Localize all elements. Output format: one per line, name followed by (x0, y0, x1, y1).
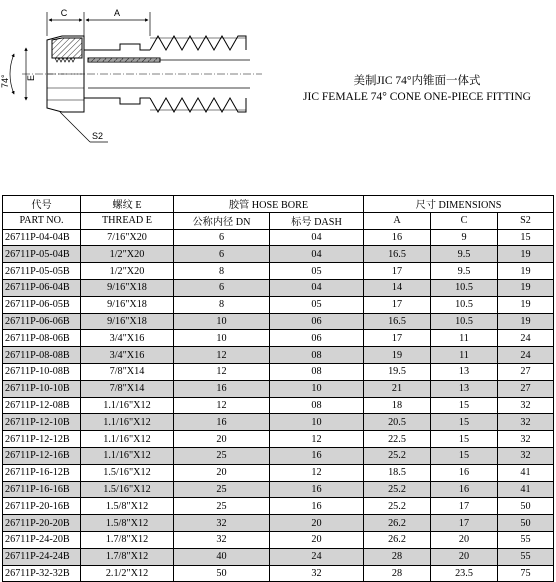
cell-c: 13 (431, 380, 498, 397)
cell-part: 26711P-06-06B (3, 313, 81, 330)
cell-a: 25.2 (364, 498, 431, 515)
cell-c: 10.5 (431, 279, 498, 296)
cell-a: 18.5 (364, 464, 431, 481)
cell-a: 20.5 (364, 414, 431, 431)
cell-thread: 3/4"X16 (81, 330, 174, 347)
cell-dash: 06 (270, 313, 364, 330)
cell-part: 26711P-24-24B (3, 548, 81, 565)
table-row (3, 464, 554, 481)
cell-s2: 32 (498, 414, 554, 431)
dim-s2-label: S2 (92, 131, 104, 141)
cell-dash: 20 (270, 515, 364, 532)
cell-dash: 16 (270, 481, 364, 498)
table-row (3, 347, 554, 364)
cell-a: 26.2 (364, 531, 431, 548)
table-row (3, 565, 554, 582)
cell-dn: 12 (174, 347, 270, 364)
cell-c: 20 (431, 548, 498, 565)
title-english: JIC FEMALE 74° CONE ONE-PIECE FITTING (303, 91, 531, 103)
cell-dn: 16 (174, 380, 270, 397)
cell-dash: 05 (270, 263, 364, 280)
header-row-english (3, 212, 554, 229)
cell-c: 17 (431, 498, 498, 515)
table-row (3, 296, 554, 313)
table-row (3, 229, 554, 246)
cell-s2: 19 (498, 246, 554, 263)
cell-part: 26711P-08-08B (3, 347, 81, 364)
cell-dash: 12 (270, 431, 364, 448)
cell-thread: 9/16"X18 (81, 313, 174, 330)
cell-dash: 16 (270, 447, 364, 464)
cell-s2: 24 (498, 347, 554, 364)
cell-dash: 12 (270, 464, 364, 481)
cell-dn: 6 (174, 229, 270, 246)
cell-dash: 08 (270, 397, 364, 414)
cell-s2: 19 (498, 296, 554, 313)
cell-dash: 05 (270, 296, 364, 313)
cell-c: 16 (431, 464, 498, 481)
cell-dn: 32 (174, 515, 270, 532)
cell-a: 28 (364, 548, 431, 565)
cell-a: 25.2 (364, 481, 431, 498)
dim-c-label: C (60, 8, 68, 18)
header-row-chinese (3, 196, 554, 213)
cell-part: 26711P-12-16B (3, 447, 81, 464)
cell-c: 9 (431, 229, 498, 246)
cell-dash: 04 (270, 279, 364, 296)
cell-c: 10.5 (431, 296, 498, 313)
cell-a: 19.5 (364, 363, 431, 380)
cell-part: 26711P-05-04B (3, 246, 81, 263)
cell-thread: 1.5/8"X12 (81, 498, 174, 515)
table-row (3, 263, 554, 280)
cell-part: 26711P-12-08B (3, 397, 81, 414)
header-s2: S2 (498, 212, 554, 229)
cell-part: 26711P-08-06B (3, 330, 81, 347)
header-part-no: PART NO. (3, 212, 81, 229)
cell-s2: 27 (498, 380, 554, 397)
cell-a: 16.5 (364, 313, 431, 330)
header-dimensions: 尺寸 DIMENSIONS (364, 196, 554, 213)
cell-dn: 50 (174, 565, 270, 582)
table-row (3, 498, 554, 515)
cell-s2: 50 (498, 515, 554, 532)
cell-s2: 27 (498, 363, 554, 380)
cell-dash: 24 (270, 548, 364, 565)
cell-dash: 16 (270, 498, 364, 515)
cell-thread: 1.1/16"X12 (81, 431, 174, 448)
header-a: A (364, 212, 431, 229)
cell-c: 17 (431, 515, 498, 532)
cell-part: 26711P-24-20B (3, 531, 81, 548)
title-chinese: 美制JIC 74°内锥面一体式 (353, 75, 481, 87)
cell-dn: 20 (174, 464, 270, 481)
table-row (3, 279, 554, 296)
cell-dn: 8 (174, 263, 270, 280)
cell-part: 26711P-06-04B (3, 279, 81, 296)
cell-thread: 1.1/16"X12 (81, 447, 174, 464)
table-row (3, 531, 554, 548)
cell-c: 23.5 (431, 565, 498, 582)
cell-thread: 3/4"X16 (81, 347, 174, 364)
cell-dash: 06 (270, 330, 364, 347)
cell-dn: 12 (174, 363, 270, 380)
cell-c: 16 (431, 481, 498, 498)
cell-part: 26711P-12-12B (3, 431, 81, 448)
cell-a: 14 (364, 279, 431, 296)
cell-s2: 32 (498, 431, 554, 448)
cell-s2: 19 (498, 263, 554, 280)
fitting-drawing (0, 0, 286, 160)
cell-part: 26711P-10-08B (3, 363, 81, 380)
cell-dn: 25 (174, 498, 270, 515)
cell-thread: 7/16"X20 (81, 229, 174, 246)
cell-dash: 08 (270, 347, 364, 364)
header-hose-bore: 胶管 HOSE BORE (174, 196, 364, 213)
table-row (3, 481, 554, 498)
cell-s2: 55 (498, 548, 554, 565)
cell-thread: 1/2"X20 (81, 246, 174, 263)
cell-part: 26711P-32-32B (3, 565, 81, 582)
cell-dash: 08 (270, 363, 364, 380)
cell-c: 15 (431, 447, 498, 464)
cell-dn: 10 (174, 313, 270, 330)
cell-part: 26711P-16-16B (3, 481, 81, 498)
cell-a: 17 (364, 330, 431, 347)
cell-thread: 7/8"X14 (81, 380, 174, 397)
cell-thread: 1.1/16"X12 (81, 414, 174, 431)
cell-thread: 9/16"X18 (81, 279, 174, 296)
cell-dn: 32 (174, 531, 270, 548)
cell-a: 17 (364, 296, 431, 313)
cell-c: 15 (431, 414, 498, 431)
cell-part: 26711P-16-12B (3, 464, 81, 481)
cell-s2: 19 (498, 313, 554, 330)
cell-a: 25.2 (364, 447, 431, 464)
angle-label: 74° (0, 74, 10, 88)
cell-a: 16 (364, 229, 431, 246)
cell-dn: 25 (174, 447, 270, 464)
cell-part: 26711P-12-10B (3, 414, 81, 431)
header-thread-e: THREAD E (81, 212, 174, 229)
cell-dash: 10 (270, 380, 364, 397)
table-row (3, 397, 554, 414)
cell-thread: 2.1/2"X12 (81, 565, 174, 582)
table-row (3, 380, 554, 397)
cell-a: 28 (364, 565, 431, 582)
cell-part: 26711P-20-16B (3, 498, 81, 515)
cell-dn: 25 (174, 481, 270, 498)
cell-a: 17 (364, 263, 431, 280)
cell-s2: 15 (498, 229, 554, 246)
cell-dn: 40 (174, 548, 270, 565)
cell-dn: 16 (174, 414, 270, 431)
cell-c: 15 (431, 431, 498, 448)
cell-c: 10.5 (431, 313, 498, 330)
cell-dn: 6 (174, 246, 270, 263)
cell-a: 26.2 (364, 515, 431, 532)
cell-dn: 12 (174, 397, 270, 414)
table-row (3, 548, 554, 565)
cell-dn: 20 (174, 431, 270, 448)
cell-c: 15 (431, 397, 498, 414)
cell-a: 19 (364, 347, 431, 364)
table-row (3, 414, 554, 431)
cell-part: 26711P-05-05B (3, 263, 81, 280)
cell-c: 11 (431, 330, 498, 347)
cell-thread: 1.5/8"X12 (81, 515, 174, 532)
cell-c: 11 (431, 347, 498, 364)
cell-a: 22.5 (364, 431, 431, 448)
cell-thread: 1.7/8"X12 (81, 548, 174, 565)
fitting-outline (22, 36, 262, 112)
cell-s2: 32 (498, 447, 554, 464)
cell-part: 26711P-10-10B (3, 380, 81, 397)
cell-thread: 1.5/16"X12 (81, 481, 174, 498)
spec-table (2, 195, 554, 582)
cell-dash: 04 (270, 246, 364, 263)
cell-dn: 8 (174, 296, 270, 313)
table-row (3, 515, 554, 532)
cell-s2: 32 (498, 397, 554, 414)
cell-s2: 19 (498, 279, 554, 296)
cell-dn: 6 (174, 279, 270, 296)
table-row (3, 447, 554, 464)
cell-thread: 1.5/16"X12 (81, 464, 174, 481)
cell-thread: 1/2"X20 (81, 263, 174, 280)
cell-part: 26711P-06-05B (3, 296, 81, 313)
header-c: C (431, 212, 498, 229)
cell-dash: 04 (270, 229, 364, 246)
table-row (3, 431, 554, 448)
cell-s2: 50 (498, 498, 554, 515)
cell-dn: 10 (174, 330, 270, 347)
table-row (3, 363, 554, 380)
cell-dash: 20 (270, 531, 364, 548)
cell-a: 18 (364, 397, 431, 414)
cell-s2: 24 (498, 330, 554, 347)
cell-thread: 1.7/8"X12 (81, 531, 174, 548)
header-part: 代号 (3, 196, 81, 213)
cell-s2: 55 (498, 531, 554, 548)
table-row (3, 330, 554, 347)
dim-a-label: A (113, 8, 121, 18)
cell-thread: 7/8"X14 (81, 363, 174, 380)
cell-thread: 1.1/16"X12 (81, 397, 174, 414)
cell-c: 20 (431, 531, 498, 548)
cell-s2: 41 (498, 464, 554, 481)
header-dn: 公称内径 DN (174, 212, 270, 229)
cell-c: 9.5 (431, 263, 498, 280)
cell-part: 26711P-04-04B (3, 229, 81, 246)
cell-dash: 32 (270, 565, 364, 582)
cell-a: 21 (364, 380, 431, 397)
dim-e-label: E (26, 74, 36, 82)
cell-part: 26711P-20-20B (3, 515, 81, 532)
table-row (3, 313, 554, 330)
cell-thread: 9/16"X18 (81, 296, 174, 313)
cell-c: 9.5 (431, 246, 498, 263)
cell-c: 13 (431, 363, 498, 380)
cell-s2: 75 (498, 565, 554, 582)
cell-dash: 10 (270, 414, 364, 431)
cell-s2: 41 (498, 481, 554, 498)
header-thread: 螺纹 E (81, 196, 174, 213)
cell-a: 16.5 (364, 246, 431, 263)
header-dash: 标号 DASH (270, 212, 364, 229)
table-row (3, 246, 554, 263)
